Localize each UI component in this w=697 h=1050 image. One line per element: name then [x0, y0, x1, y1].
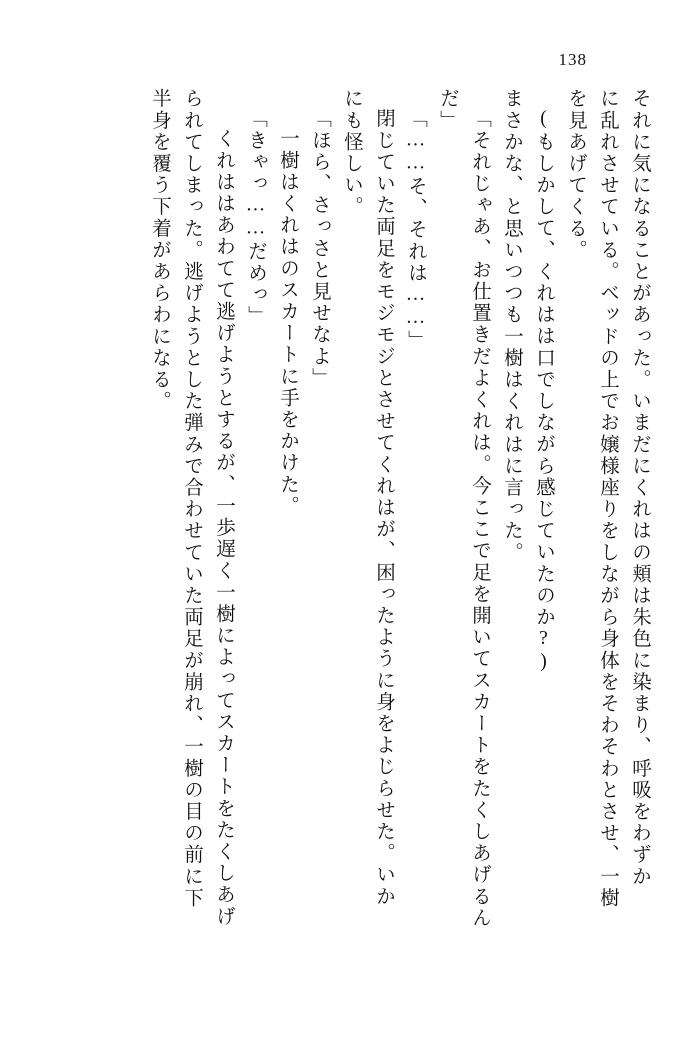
text-column: 「……そ、それは……」 [405, 108, 426, 352]
text-column: 「ほら、さっさと見せなよ」 [309, 108, 330, 389]
text-column: 一樹はくれはのスカートに手をかけた。 [277, 128, 298, 517]
text-column: 閉じていた両足をモジモジとさせてくれはが、困ったように身をよじらせた。いか [373, 108, 394, 908]
text-column: (もしかして、くれはは口でしながら感じていたのか?) [533, 108, 554, 675]
text-column: まさかな、と思いつつも一樹はくれはに言った。 [501, 88, 522, 564]
text-column: られてしまった。逃げようとした弾みで合わせていた両足が崩れ、一樹の目の前に下 [181, 88, 202, 909]
text-column: 半身を覆う下着があらわになる。 [149, 88, 170, 412]
text-column: くれははあわてて逃げようとするが、一歩遅く一樹によってスカートをたくしあげ [213, 128, 234, 928]
body-text [48, 88, 649, 1010]
text-column: に乱れさせている。ベッドの上でお嬢様座りをしながら身体をそわそわとさせ、一樹 [597, 88, 618, 909]
text-column: 「きゃっ……だめっ」 [245, 108, 266, 327]
text-column: 「それじゃあ、お仕置きだよくれは。今ここで足を開いてスカートをたくしあげるん [469, 108, 490, 929]
text-column: を見あげてくる。 [565, 88, 586, 261]
text-column: にも怪しい。 [341, 88, 362, 218]
text-column: だ」 [437, 88, 458, 132]
text-column: それに気になることがあった。いまだにくれはの頬は朱色に染まり、呼吸をわずか [629, 88, 650, 888]
page-number: 138 [558, 50, 587, 69]
